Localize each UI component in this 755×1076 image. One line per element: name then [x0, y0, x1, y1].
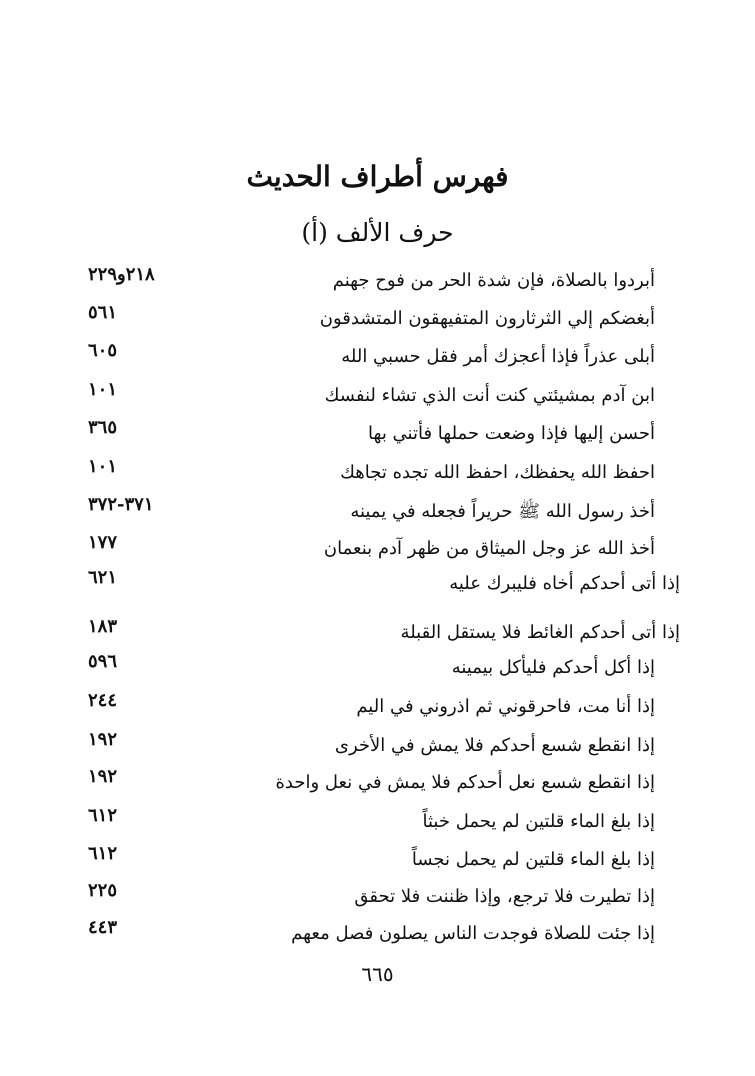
page-ref: ٢٢٥ — [88, 880, 118, 901]
page-number: ٦٦٥ — [361, 962, 394, 986]
hadith-text: أخذ رسول الله ﷺ حريراً فجعله في يمينه — [350, 501, 655, 522]
page-ref: ١٨٣ — [88, 616, 118, 637]
list-item — [0, 494, 755, 530]
page-ref: ٥٦١ — [88, 302, 118, 323]
page-ref: ١٠١ — [88, 456, 118, 477]
hadith-text: أحسن إليها فإذا وضعت حملها فأتني بها — [368, 423, 655, 444]
page-ref: ٣٧١-٣٧٢ — [88, 494, 154, 515]
list-item — [0, 616, 755, 652]
page-ref: ٢٤٤ — [88, 690, 118, 711]
list-item — [0, 651, 755, 687]
page-ref: ١٠١ — [88, 379, 118, 400]
hadith-text: إذا انقطع شسع نعل أحدكم فلا يمش في نعل واحدة — [275, 772, 655, 793]
list-item — [0, 729, 755, 765]
list-item — [0, 417, 755, 453]
hadith-text: أبلى عذراً فإذا أعجزك أمر فقل حسبي الله — [341, 346, 655, 367]
list-item — [0, 690, 755, 726]
page-ref: ٦١٢ — [88, 805, 118, 826]
hadith-text: أخذ الله عز وجل الميثاق من ظهر آدم بنعمان — [323, 538, 655, 559]
hadith-text: إذا أنا مت، فاحرقوني ثم اذروني في اليم — [356, 696, 655, 717]
hadith-text: إذا بلغ الماء قلتين لم يحمل خبثاً — [422, 811, 655, 832]
page-ref: ١٧٧ — [88, 532, 118, 553]
page-title: فهرس أطراف الحديث — [246, 160, 509, 193]
hadith-text: إذا تطيرت فلا ترجع، وإذا ظننت فلا تحقق — [354, 886, 655, 907]
list-item — [0, 379, 755, 415]
list-item — [0, 917, 755, 953]
hadith-text: إذا أتى أحدكم الغائط فلا يستقل القبلة — [400, 622, 680, 643]
hadith-text: أبغضكم إلي الثرثارون المتفيهقون المتشدقون — [319, 308, 655, 329]
list-item — [0, 843, 755, 879]
list-item — [0, 340, 755, 376]
page-ref: ٣٦٥ — [88, 417, 118, 438]
hadith-text: إذا أتى أحدكم أخاه فليبرك عليه — [449, 573, 680, 594]
hadith-text: احفظ الله يحفظك، احفظ الله تجده تجاهك — [340, 462, 655, 483]
page-ref: ٦٠٥ — [88, 340, 118, 361]
page-ref: ١٩٢ — [88, 729, 118, 750]
hadith-text: إذا جئت للصلاة فوجدت الناس يصلون فصل معهم — [291, 923, 655, 944]
hadith-text: إذا أكل أحدكم فليأكل بيمينه — [451, 657, 655, 678]
hadith-text: إذا انقطع شسع أحدكم فلا يمش في الأخرى — [334, 735, 655, 756]
list-item — [0, 456, 755, 492]
list-item — [0, 264, 755, 300]
hadith-text: إذا بلغ الماء قلتين لم يحمل نجساً — [411, 849, 655, 870]
page-ref: ٢١٨و٢٢٩ — [88, 264, 155, 285]
hadith-index-list — [0, 264, 755, 954]
page-ref: ٤٤٣ — [88, 917, 118, 938]
list-item — [0, 302, 755, 338]
list-item — [0, 766, 755, 802]
page-ref: ١٩٢ — [88, 766, 118, 787]
page-ref: ٦٢١ — [88, 567, 118, 588]
hadith-text: ابن آدم بمشيئتي كنت أنت الذي تشاء لنفسك — [324, 385, 655, 406]
page-ref: ٥٩٦ — [88, 651, 118, 672]
list-item — [0, 880, 755, 916]
list-item — [0, 567, 755, 603]
page-ref: ٦١٢ — [88, 843, 118, 864]
hadith-text: أبردوا بالصلاة، فإن شدة الحر من فوح جهنم — [332, 270, 655, 291]
list-item — [0, 532, 755, 568]
list-item — [0, 805, 755, 841]
section-heading: حرف الألف (أ) — [301, 218, 454, 247]
